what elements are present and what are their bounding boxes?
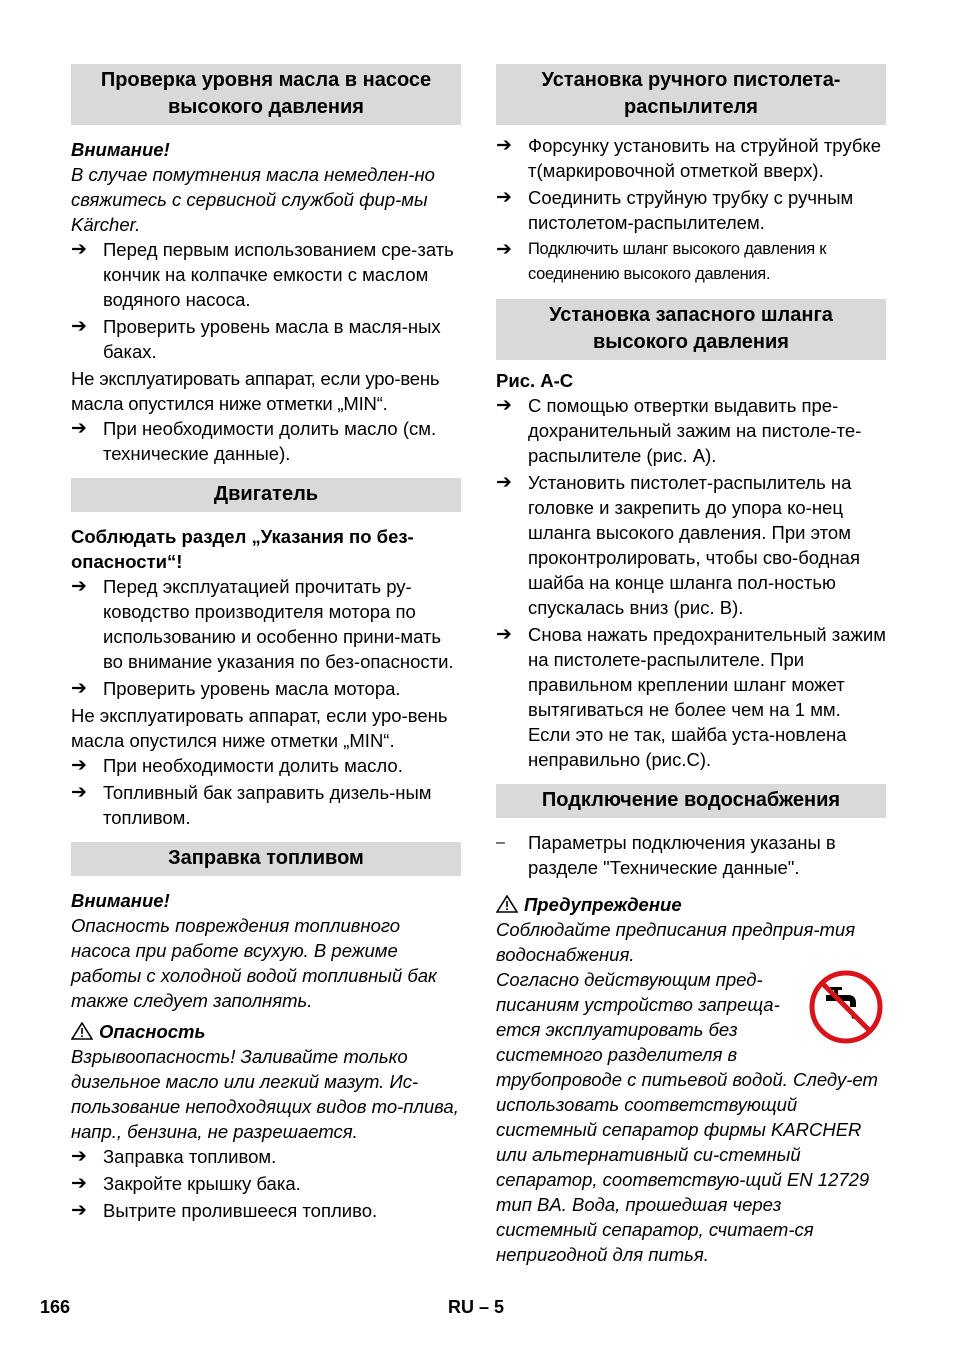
section-title-oil-pump: Проверка уровня масла в насосе высокого давления: [71, 64, 461, 125]
arrow-right-icon: ➔: [496, 187, 512, 208]
attention-heading: Внимание!: [71, 139, 170, 160]
section-code: RU – 5: [448, 1297, 505, 1317]
list-item: ➔ Вытрите пролившееся топливо.: [71, 1200, 378, 1221]
arrow-right-icon: ➔: [496, 239, 512, 260]
list-item: ➔ Установить пистолет-распылитель на головке и закрепить до упора ко-нец шланга высокого давления. При этом проконтролировать, чтобы сво-бодная шайба на конце шланга пол-ностью спускалась вниз (рис. B).: [496, 472, 860, 618]
list-item: ➔ Снова нажать предохранительный зажим на пистолете-распылителе. При правильном креплении шланг может вытягиваться не более чем на 1 мм. Если это не так, шайба уста-новлена неправильно (рис.C).: [496, 624, 886, 770]
figure-reference: Рис. A-C: [496, 370, 574, 391]
danger-text: Взрывоопасность! Заливайте только дизельное масло или легкий мазут. Ис-пользование неподходящих видов то-плива, напр., бензина, не разрешается.: [71, 1046, 459, 1142]
no-drinking-water-icon: [808, 969, 884, 1045]
list-item: ➔ Топливный бак заправить дизель-ным топливом.: [71, 782, 432, 828]
arrow-right-icon: ➔: [71, 576, 87, 597]
section-title-refueling: Заправка топливом: [71, 842, 461, 876]
attention-heading: Внимание!: [71, 890, 170, 911]
dash-icon: –: [496, 834, 505, 851]
arrow-right-icon: ➔: [71, 418, 87, 439]
list-item: ➔ Заправка топливом.: [71, 1146, 277, 1167]
section-title-spray-gun: Установка ручного пистолета-распылителя: [496, 64, 886, 125]
list-item: ➔ Соединить струйную трубку с ручным пистолетом-распылителем.: [496, 187, 854, 233]
left-column: [71, 64, 461, 1225]
arrow-right-icon: ➔: [496, 395, 512, 416]
list-item: – Параметры подключения указаны в разделе "Технические данные".: [496, 832, 836, 878]
arrow-right-icon: ➔: [71, 782, 87, 803]
list-item: ➔ При необходимости долить масло.: [71, 755, 403, 776]
paragraph: Не эксплуатировать аппарат, если уро-вень масла опустился ниже отметки „MIN“.: [71, 368, 440, 414]
list-item: ➔ При необходимости долить масло (см. технические данные).: [71, 418, 437, 464]
section-title-water-supply: Подключение водоснабжения: [496, 784, 886, 818]
section-title-engine: Двигатель: [71, 478, 461, 512]
arrow-right-icon: ➔: [71, 755, 87, 776]
right-column: [496, 64, 886, 1267]
arrow-right-icon: ➔: [496, 624, 512, 645]
attention-text: В случае помутнения масла немедлен-но свяжитесь с сервисной службой фир-мы Kärcher.: [71, 164, 435, 235]
danger-heading: Опасность: [71, 1019, 461, 1044]
section-title-spare-hose: Установка запасного шланга высокого давления: [496, 299, 886, 360]
list-item: ➔ С помощью отвертки выдавить пре-дохранительный зажим на пистоле-те-распылителе (рис. A).: [496, 395, 862, 466]
list-item: ➔ Перед первым использованием сре-зать кончик на колпачке емкости с маслом водяного насоса.: [71, 239, 454, 310]
page-number: 166: [40, 1297, 71, 1317]
attention-text: Опасность повреждения топливного насоса при работе всухую. В режиме работы с холодной водой топливный бак также следует заполнять.: [71, 915, 437, 1011]
list-item: ➔ Закройте крышку бака.: [71, 1173, 301, 1194]
list-item: ➔ Проверить уровень масла в масля-ных баках.: [71, 316, 441, 362]
paragraph: Не эксплуатировать аппарат, если уро-вень масла опустился ниже отметки „MIN“.: [71, 705, 448, 751]
list-item: ➔ Перед эксплуатацией прочитать ру-ководство производителя мотора по использованию и особенно прини-мать во внимание указания по без-опасности.: [71, 576, 454, 672]
arrow-right-icon: ➔: [71, 1146, 87, 1167]
list-item: ➔ Подключить шланг высокого давления к соединению высокого давления.: [496, 239, 827, 283]
warning-triangle-icon: [496, 895, 518, 913]
warning-text-2: Согласно действующим пред-писаниям устройство запреща-ется эксплуатировать без системного разделителя в трубопроводе с питьевой водой. Следу-ет использовать соответствующий системный сепаратор фирмы KARCHER или альтернативный си-стемный сепаратор, соответствую-щий EN 12729 тип BA. Вода, прошедшая через системный сепаратор, считает-ся непригодной для питья.: [496, 967, 886, 1267]
arrow-right-icon: ➔: [71, 1200, 87, 1221]
arrow-right-icon: ➔: [496, 472, 512, 493]
list-item: ➔ Проверить уровень масла мотора.: [71, 678, 401, 699]
arrow-right-icon: ➔: [71, 316, 87, 337]
safety-note: Соблюдать раздел „Указания по без-опасности“!: [71, 526, 414, 572]
arrow-right-icon: ➔: [71, 1173, 87, 1194]
arrow-right-icon: ➔: [496, 135, 512, 156]
warning-triangle-icon: [71, 1022, 93, 1040]
arrow-right-icon: ➔: [71, 239, 87, 260]
arrow-right-icon: ➔: [71, 678, 87, 699]
warning-heading: Предупреждение: [496, 892, 886, 917]
list-item: ➔ Форсунку установить на струйной трубке т(маркировочной отметкой вверх).: [496, 135, 882, 181]
warning-text: Соблюдайте предписания предприя-тия водоснабжения.: [496, 919, 856, 965]
